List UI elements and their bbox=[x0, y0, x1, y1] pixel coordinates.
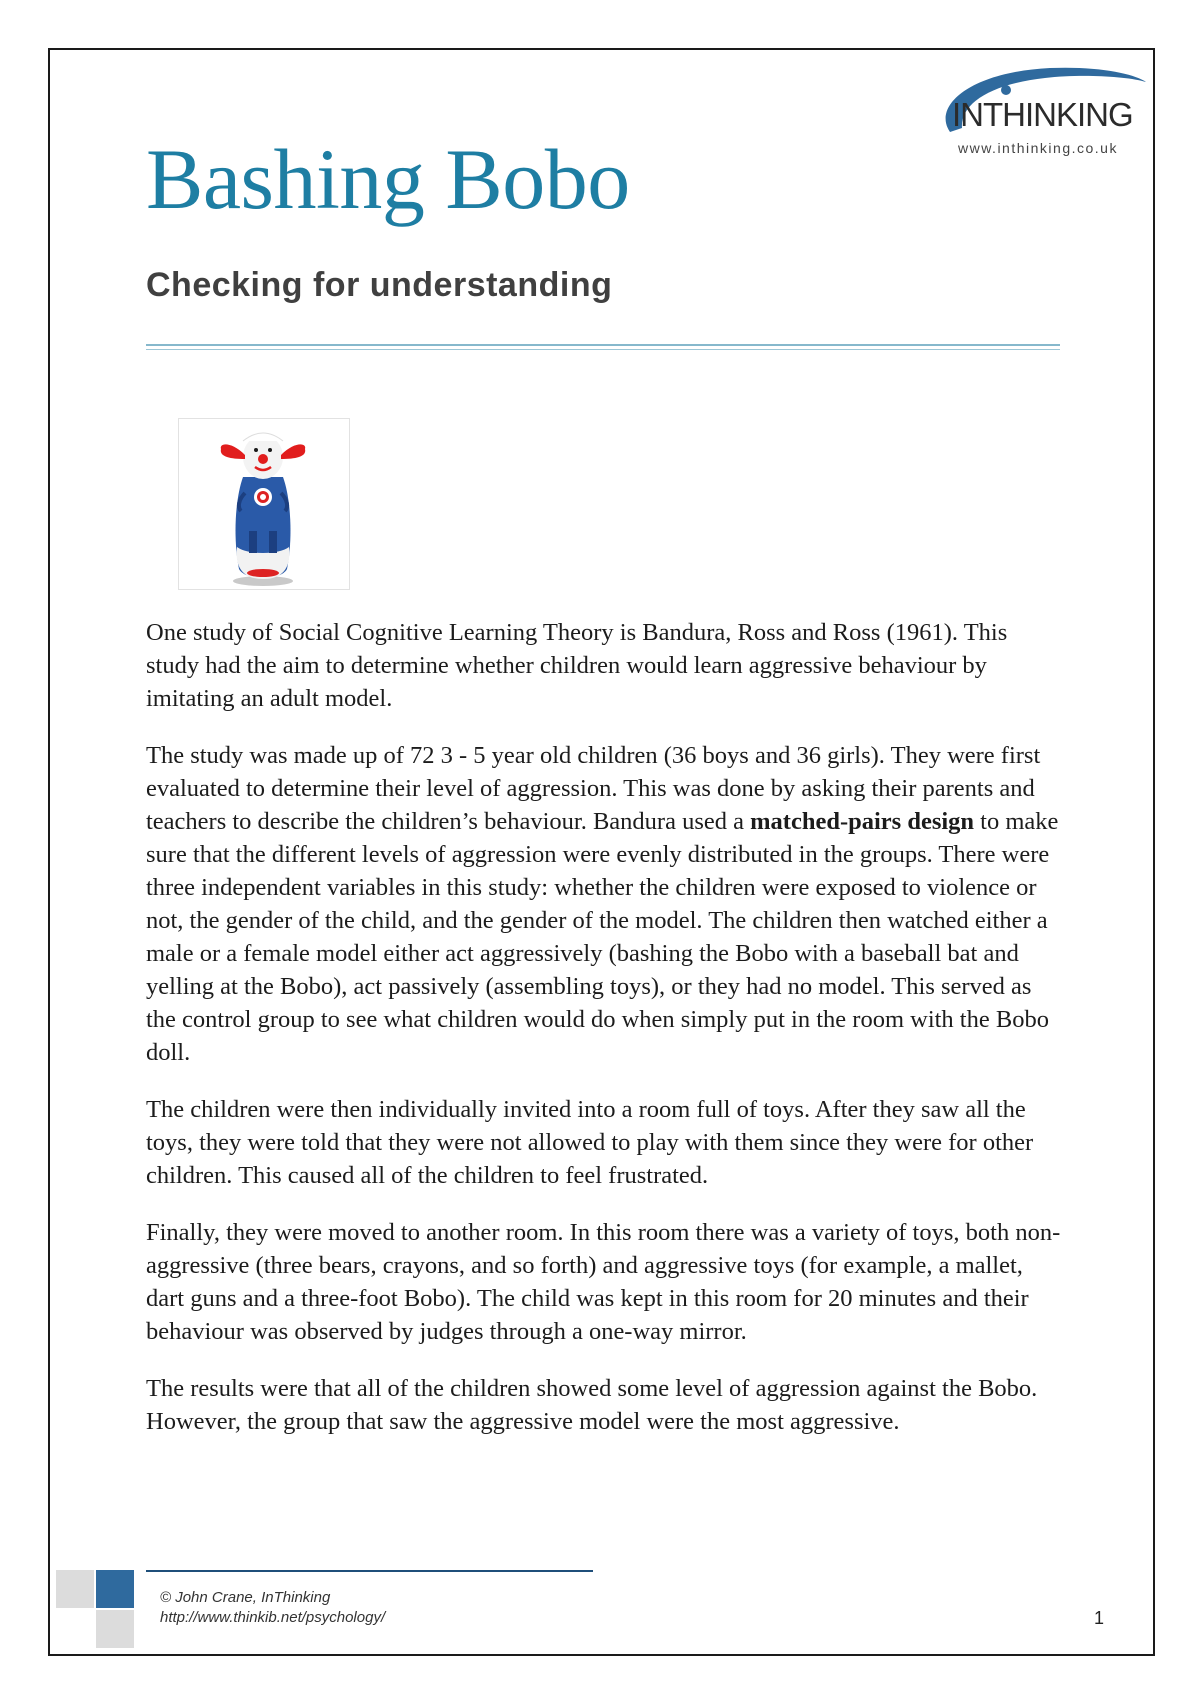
paragraph-observation: Finally, they were moved to another room. In this room there was a variety of toys, both non-aggressive (three bears, crayons, and so forth) and aggressive toys (for example, a mallet, dart guns and a three-foot Bobo). The child was kept in this room for 20 minutes and their behaviour was observed by judges through a one-way mirror. bbox=[146, 1219, 1061, 1345]
bobo-doll-icon bbox=[179, 419, 349, 589]
page-title: Bashing Bobo bbox=[146, 131, 630, 227]
paragraph-method-end: to make sure that the different levels of aggression were evenly distributed in the groups. There were three independent variables in this study: whether the children were exposed to violence or not, the gender of the child, and the gender of the model. The children then watched either a male or a female model either act aggressively (bashing the Bobo with a baseball bat and yelling at the Bobo), act passively (assembling toys), or they had no model. This served as the control group to see what children would do when simply put in the room with the Bobo doll. bbox=[146, 808, 1059, 1066]
footer-line bbox=[146, 1570, 593, 1572]
footer-squares-decoration bbox=[56, 1570, 136, 1650]
logo-url: www.inthinking.co.uk bbox=[958, 140, 1118, 156]
paragraph-results: The results were that all of the children showed some level of aggression against the Bobo. However, the group that saw the aggressive model were the most aggressive. bbox=[146, 1375, 1038, 1435]
logo-wordmark: INTHINKING bbox=[952, 96, 1133, 133]
bobo-doll-image bbox=[178, 418, 350, 590]
matched-pairs-term: matched-pairs design bbox=[750, 808, 975, 835]
footer-author: © John Crane, InThinking bbox=[160, 1589, 331, 1606]
inthinking-logo[interactable] bbox=[910, 56, 1150, 166]
body-text bbox=[146, 616, 1066, 1462]
title-divider bbox=[146, 344, 1060, 353]
page-subtitle: Checking for understanding bbox=[146, 266, 613, 304]
paragraph-method-start: The study was made up of 72 3 - 5 year old children (36 boys and 36 girls). They were first evaluated to determine their level of aggression. This was done by asking their parents and teachers to describe the children’s behaviour. Bandura used a bbox=[146, 742, 1041, 835]
page-number: 1 bbox=[1094, 1608, 1105, 1628]
paragraph-method bbox=[146, 739, 1066, 1069]
paragraph-frustration: The children were then individually invited into a room full of toys. After they saw all the toys, they were told that they were not allowed to play with them since they were for other children. This caused all of the children to feel frustrated. bbox=[146, 1096, 1034, 1189]
footer-credit bbox=[160, 1588, 385, 1628]
footer-url-link[interactable]: http://www.thinkib.net/psychology/ bbox=[160, 1609, 386, 1626]
paragraph-intro: One study of Social Cognitive Learning Theory is Bandura, Ross and Ross (1961). This study had the aim to determine whether children would learn aggressive behaviour by imitating an adult model. bbox=[146, 619, 1008, 712]
